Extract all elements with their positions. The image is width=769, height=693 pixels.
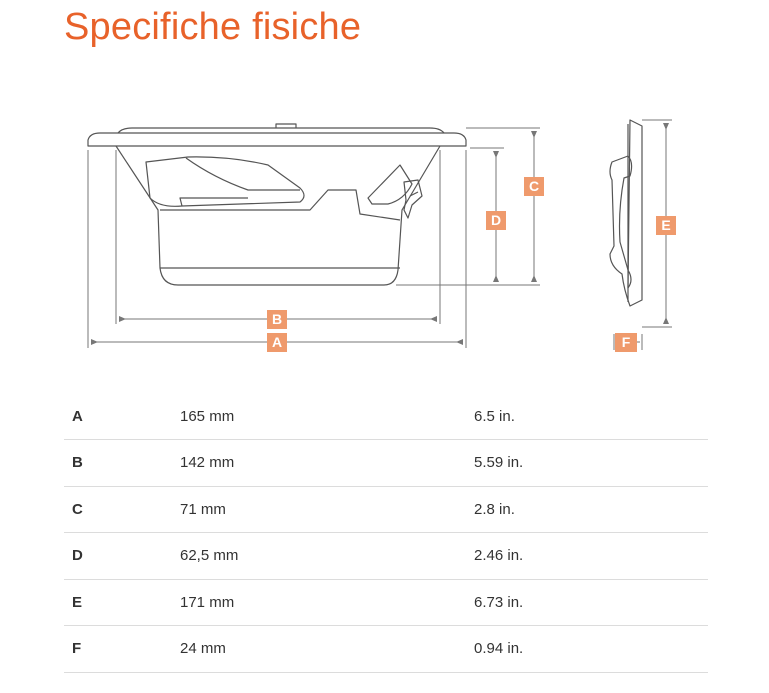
speaker-basket — [116, 146, 440, 285]
svg-text:E: E — [661, 217, 671, 233]
spec-inch: 0.94 in. — [474, 640, 524, 658]
svg-text:D: D — [490, 212, 502, 228]
table-row — [64, 393, 708, 440]
dimension-label-f — [615, 333, 637, 352]
spec-inch: 2.46 in. — [474, 547, 524, 565]
svg-text:A: A — [271, 334, 283, 350]
svg-text:F: F — [621, 334, 631, 350]
spec-mm: 71 mm — [180, 500, 226, 518]
spec-key: F — [72, 640, 82, 658]
spec-inch: 6.5 in. — [474, 407, 515, 425]
table-row — [64, 533, 708, 580]
speaker-profile — [610, 120, 642, 306]
dimension-label-d — [486, 211, 506, 230]
dimension-label-c — [524, 177, 544, 196]
table-row — [64, 579, 708, 626]
spec-mm: 171 mm — [180, 593, 235, 611]
dimension-label-a — [267, 333, 287, 352]
spec-mm: 24 mm — [180, 640, 226, 658]
table-row — [64, 626, 708, 673]
speaker-terminal — [404, 180, 422, 218]
spec-inch: 2.8 in. — [474, 500, 515, 518]
spec-mm: 62,5 mm — [180, 547, 239, 565]
spec-mm: 165 mm — [180, 407, 235, 425]
page-title: Specifiche fisiche — [64, 6, 362, 48]
spec-inch: 5.59 in. — [474, 454, 524, 472]
spec-inch: 6.73 in. — [474, 593, 524, 611]
speaker-frame — [88, 133, 466, 146]
table-row — [64, 440, 708, 487]
dimension-label-b — [267, 310, 287, 329]
dimension-label-e — [656, 216, 676, 235]
spec-key: D — [72, 547, 83, 565]
svg-text:C: C — [528, 178, 540, 194]
spec-key: A — [72, 407, 83, 425]
spec-key: C — [72, 500, 83, 518]
table-row — [64, 486, 708, 533]
spec-mm: 142 mm — [180, 454, 235, 472]
spec-key: E — [72, 593, 83, 611]
spec-key: B — [72, 454, 83, 472]
specs-table — [64, 393, 708, 673]
svg-text:B: B — [271, 311, 283, 327]
